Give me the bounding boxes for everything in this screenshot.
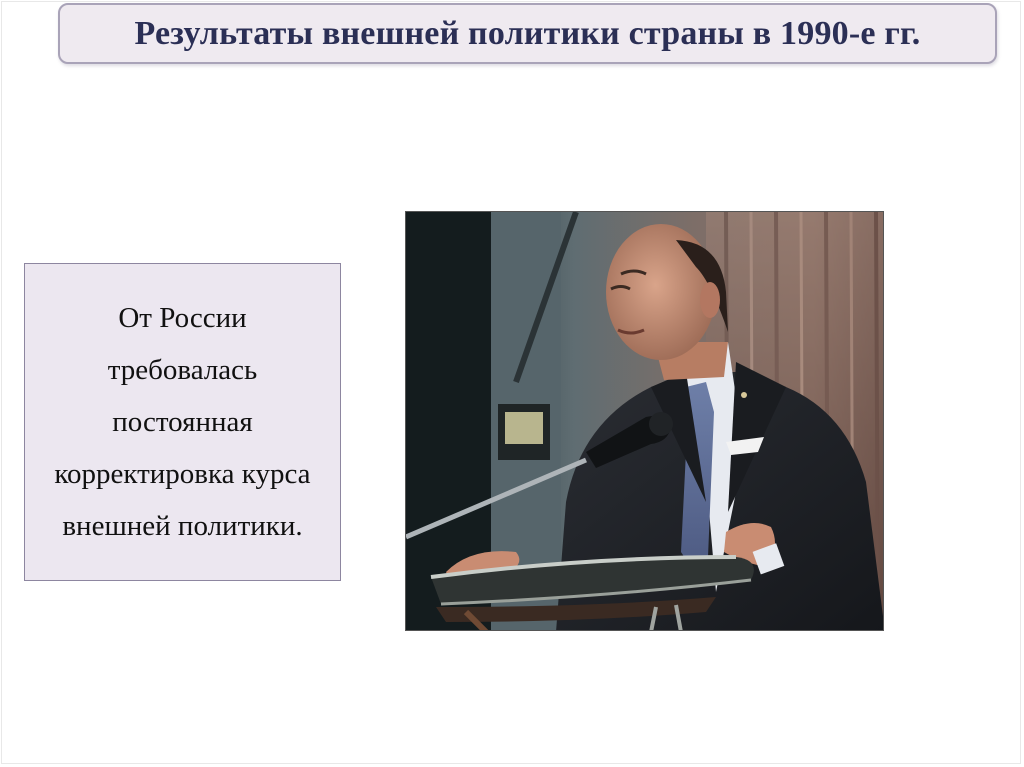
- body-text: От России требовалась постоянная корректировка курса внешней политики.: [54, 302, 311, 542]
- speaker-at-podium-photo: [405, 211, 884, 631]
- text-box: [24, 263, 341, 581]
- slide-title: Результаты внешней политики страны в 1990-е гг.: [134, 14, 921, 52]
- title-box: [58, 3, 997, 64]
